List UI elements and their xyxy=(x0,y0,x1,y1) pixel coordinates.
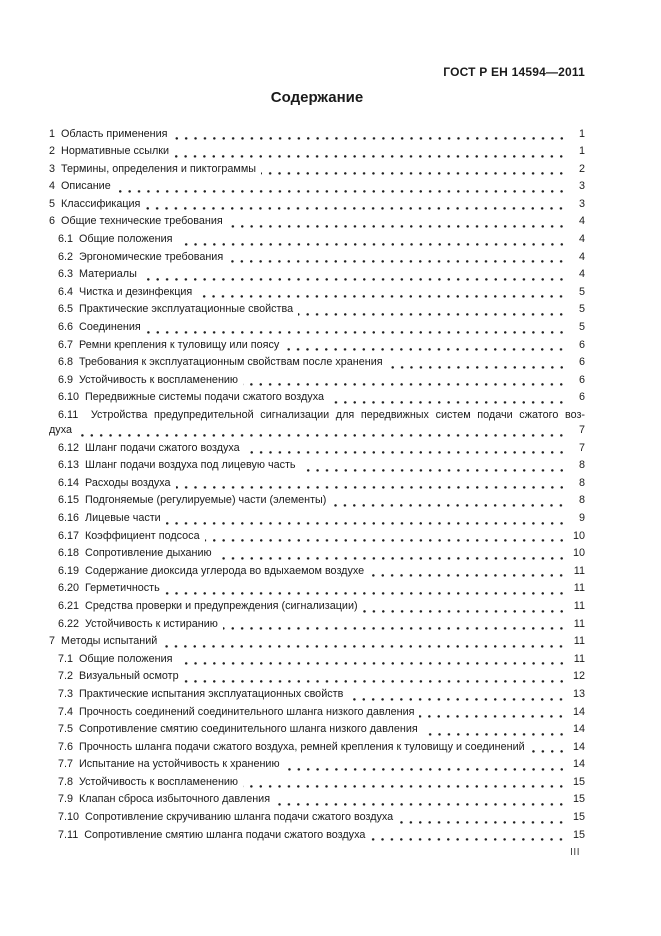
toc-entry-number: 6.2 xyxy=(58,250,74,263)
toc-page-number: 11 xyxy=(573,652,585,665)
toc-entry-label: Требования к эксплуатационным свойствам после хранения xyxy=(79,356,383,369)
toc-entry-row xyxy=(49,457,585,475)
dot-leader xyxy=(165,580,568,598)
toc-page-number: 11 xyxy=(573,582,585,595)
dot-leader xyxy=(348,686,568,704)
dot-leader xyxy=(178,231,568,249)
toc-entry-number: 7.5 xyxy=(58,723,74,736)
page-content xyxy=(49,66,585,844)
toc-page-number: 2 xyxy=(578,162,585,175)
dot-leader xyxy=(228,249,568,267)
toc-page-number: 11 xyxy=(573,564,585,577)
toc-page-number: 15 xyxy=(572,828,585,841)
toc-entry xyxy=(49,739,585,757)
toc-entry-label: Практические испытания эксплуатационных свойств xyxy=(79,687,344,700)
toc-entry xyxy=(49,126,585,144)
toc-entry-number: 3 xyxy=(49,162,56,175)
toc-entry-label: Прочность шланга подачи сжатого воздуха, ремней крепления к туловищу и соединений xyxy=(79,740,525,753)
toc-entry-label: Подгоняемые (регулируемые) части (элементы) xyxy=(85,494,327,507)
page-title: Содержание xyxy=(270,89,364,106)
toc-entry xyxy=(49,510,585,528)
toc-entry-row xyxy=(49,178,585,196)
toc-entry-number: 7.4 xyxy=(58,705,74,718)
toc-entry-row xyxy=(49,126,585,144)
toc-entry-number: 6.10 xyxy=(58,391,80,404)
toc-entry-row xyxy=(49,284,585,302)
toc-entry-row xyxy=(49,668,585,686)
toc-page-number: 15 xyxy=(572,811,585,824)
toc-page-number: 11 xyxy=(573,599,585,612)
toc-entry xyxy=(49,668,585,686)
toc-entry-row xyxy=(49,721,585,739)
toc-entry-row xyxy=(49,791,585,809)
toc-entry-number: 6.15 xyxy=(58,494,80,507)
toc-entry-label: Сопротивление скручиванию шланга подачи сжатого воздуха xyxy=(85,811,394,824)
toc-page-number: 10 xyxy=(572,547,585,560)
toc-entry xyxy=(49,440,585,458)
toc-entry-number: 6.22 xyxy=(58,617,80,630)
toc-entry xyxy=(49,528,585,546)
toc-entry-number: 6.20 xyxy=(58,582,80,595)
dot-leader xyxy=(363,598,568,616)
toc-entry-number: 7.2 xyxy=(58,670,74,683)
toc-entry xyxy=(49,178,585,196)
toc-entry-row xyxy=(49,528,585,546)
toc-entry-label: Визуальный осмотр xyxy=(79,670,179,683)
dot-leader xyxy=(77,422,568,440)
toc-page-number: 3 xyxy=(578,197,585,210)
dot-leader xyxy=(423,721,568,739)
toc-entry xyxy=(49,372,585,390)
toc-entry-row xyxy=(49,651,585,669)
toc-page-number: 6 xyxy=(578,356,585,369)
toc-entry-number: 6.16 xyxy=(58,511,80,524)
toc-entry xyxy=(49,457,585,475)
toc-entry-row xyxy=(49,389,585,407)
dot-leader xyxy=(331,492,568,510)
toc-entry xyxy=(49,721,585,739)
toc-entry xyxy=(49,389,585,407)
dot-leader xyxy=(243,774,568,792)
toc-entry-number: 7.1 xyxy=(58,652,74,665)
toc-entry xyxy=(49,354,585,372)
toc-page-number: 5 xyxy=(578,303,585,316)
toc-entry xyxy=(49,475,585,493)
toc-entry-number: 6.12 xyxy=(58,441,80,454)
toc-entry-number: 6.6 xyxy=(58,321,74,334)
toc-entry-row xyxy=(49,319,585,337)
toc-entry-label: Методы испытаний xyxy=(61,635,158,648)
toc-entry-row xyxy=(49,510,585,528)
table-of-contents xyxy=(49,126,585,845)
toc-entry-number: 6.17 xyxy=(58,529,80,542)
toc-entry xyxy=(49,633,585,651)
toc-entry-number: 6.11 xyxy=(58,409,79,421)
toc-entry-label: Соединения xyxy=(79,321,141,334)
toc-entry-label: Герметичность xyxy=(85,582,160,595)
toc-entry-label: Область применения xyxy=(61,127,168,140)
toc-entry xyxy=(49,791,585,809)
toc-entry-row xyxy=(49,492,585,510)
toc-entry-row xyxy=(49,231,585,249)
toc-entry-label: Шланг подачи воздуха под лицевую часть xyxy=(85,459,296,472)
toc-entry-label-continuation: духа xyxy=(49,424,72,436)
toc-page-number: 14 xyxy=(572,740,585,753)
toc-entry xyxy=(49,580,585,598)
page-number: III xyxy=(570,847,580,858)
toc-page-number: 9 xyxy=(578,511,585,524)
dot-leader xyxy=(166,510,568,528)
toc-page-number: 1 xyxy=(578,145,585,158)
toc-entry-row xyxy=(49,827,585,845)
dot-leader xyxy=(205,528,568,546)
dot-leader xyxy=(243,372,568,390)
toc-entry-label: Расходы воздуха xyxy=(85,476,171,489)
toc-entry-label: Нормативные ссылки xyxy=(61,145,170,158)
dot-leader xyxy=(174,143,568,161)
toc-page-number: 11 xyxy=(573,635,585,648)
toc-entry-number: 7.10 xyxy=(58,811,80,824)
toc-entry-row xyxy=(49,598,585,616)
toc-entry-label: Лицевые части xyxy=(85,511,161,524)
toc-entry xyxy=(49,774,585,792)
toc-entry-row xyxy=(49,266,585,284)
dot-leader xyxy=(184,668,568,686)
toc-entry-label: Описание xyxy=(61,180,111,193)
toc-page-number: 13 xyxy=(572,687,585,700)
toc-entry xyxy=(49,809,585,827)
toc-entry-row xyxy=(49,704,585,722)
toc-page-number: 3 xyxy=(578,180,585,193)
toc-entry-row xyxy=(49,301,585,319)
toc-page-number: 4 xyxy=(578,233,585,246)
toc-entry-label: Устройства предупредительной сигнализации для передвижных систем подачи сжатого воз- xyxy=(90,409,585,421)
toc-entry xyxy=(49,616,585,634)
dot-leader xyxy=(245,440,568,458)
toc-entry xyxy=(49,284,585,302)
toc-entry xyxy=(49,492,585,510)
toc-entry xyxy=(49,598,585,616)
toc-entry-label: Испытание на устойчивость к хранению xyxy=(79,758,280,771)
toc-entry-label: Клапан сброса избыточного давления xyxy=(79,793,271,806)
toc-page-number: 10 xyxy=(572,529,585,542)
toc-entry-label: Содержание диоксида углерода во вдыхаемом воздухе xyxy=(85,564,365,577)
toc-entry xyxy=(49,563,585,581)
toc-page-number: 7 xyxy=(578,424,585,436)
toc-entry-label: Ремни крепления к туловищу или поясу xyxy=(79,338,280,351)
toc-entry-number: 5 xyxy=(49,197,56,210)
toc-entry-number: 6.8 xyxy=(58,356,74,369)
dot-leader xyxy=(419,704,568,722)
toc-entry-label: Устойчивость к воспламенению xyxy=(79,373,239,386)
toc-entry-label: Чистка и дезинфекция xyxy=(79,285,193,298)
toc-entry-number: 6.9 xyxy=(58,373,74,386)
toc-entry-row xyxy=(49,809,585,827)
dot-leader xyxy=(285,756,568,774)
toc-entry-number: 7.11 xyxy=(58,828,79,841)
toc-entry-number: 6.18 xyxy=(58,547,80,560)
toc-page-number: 5 xyxy=(578,321,585,334)
toc-entry-number: 7.3 xyxy=(58,687,74,700)
toc-entry xyxy=(49,196,585,214)
toc-entry-line2 xyxy=(49,422,585,440)
toc-page-number: 8 xyxy=(578,476,585,489)
toc-page-number: 12 xyxy=(572,670,585,683)
toc-entry-label: Термины, определения и пиктограммы xyxy=(61,162,257,175)
toc-entry-row xyxy=(49,616,585,634)
toc-entry-label: Общие положения xyxy=(79,233,173,246)
toc-entry xyxy=(49,337,585,355)
toc-entry-number: 6.19 xyxy=(58,564,80,577)
toc-entry-label: Классификация xyxy=(61,197,141,210)
dot-leader xyxy=(197,284,568,302)
dot-leader xyxy=(142,266,568,284)
toc-entry-label: Общие технические требования xyxy=(61,215,223,228)
toc-entry-number: 6.3 xyxy=(58,268,74,281)
toc-entry xyxy=(49,545,585,563)
toc-entry-label: Сопротивление дыханию xyxy=(85,547,212,560)
toc-page-number: 14 xyxy=(572,758,585,771)
dot-leader xyxy=(176,475,568,493)
dot-leader xyxy=(329,389,568,407)
toc-entry-row xyxy=(49,161,585,179)
toc-entry xyxy=(49,756,585,774)
toc-entry xyxy=(49,266,585,284)
toc-entry-row xyxy=(49,739,585,757)
toc-entry-label: Средства проверки и предупреждения (сигнализации) xyxy=(85,599,358,612)
toc-entry-number: 7.8 xyxy=(58,775,74,788)
toc-entry-row xyxy=(49,196,585,214)
toc-entry-label: Передвижные системы подачи сжатого воздуха xyxy=(85,391,324,404)
toc-entry-label: Сопротивление смятию соединительного шланга низкого давления xyxy=(79,723,418,736)
dot-leader xyxy=(228,213,568,231)
toc-entry-row xyxy=(49,563,585,581)
toc-entry-number: 7.6 xyxy=(58,740,74,753)
toc-entry-label: Коэффициент подсоса xyxy=(85,529,200,542)
dot-leader xyxy=(284,337,568,355)
toc-entry-row xyxy=(49,633,585,651)
toc-entry-number: 6.21 xyxy=(58,599,80,612)
toc-entry-row xyxy=(49,354,585,372)
dot-leader xyxy=(145,196,568,214)
toc-entry-number: 6.7 xyxy=(58,338,74,351)
toc-entry xyxy=(49,704,585,722)
dot-leader xyxy=(173,126,568,144)
toc-entry xyxy=(49,231,585,249)
toc-entry-row xyxy=(49,686,585,704)
dot-leader xyxy=(275,791,568,809)
toc-entry xyxy=(49,651,585,669)
toc-entry-number: 2 xyxy=(49,145,56,158)
toc-entry-row xyxy=(49,337,585,355)
toc-page-number: 4 xyxy=(578,215,585,228)
toc-entry-row xyxy=(49,475,585,493)
toc-entry-number: 6.13 xyxy=(58,459,80,472)
toc-entry-number: 7 xyxy=(49,635,56,648)
toc-page-number: 14 xyxy=(572,705,585,718)
toc-entry xyxy=(49,249,585,267)
toc-entry xyxy=(49,407,585,440)
toc-entry-label: Общие положения xyxy=(79,652,173,665)
toc-entry xyxy=(49,161,585,179)
toc-entry-row xyxy=(49,774,585,792)
toc-entry xyxy=(49,827,585,845)
toc-page-number: 7 xyxy=(578,441,585,454)
toc-entry-row xyxy=(49,249,585,267)
toc-entry-label: Устойчивость к воспламенению xyxy=(79,775,239,788)
toc-page-number: 6 xyxy=(578,373,585,386)
toc-entry-label: Практические эксплуатационные свойства xyxy=(79,303,294,316)
dot-leader xyxy=(369,563,568,581)
toc-entry-label: Прочность соединений соединительного шланга низкого давления xyxy=(79,705,415,718)
toc-page-number: 15 xyxy=(572,793,585,806)
toc-entry-number: 6 xyxy=(49,215,56,228)
toc-entry-number: 6.4 xyxy=(58,285,74,298)
toc-entry-number: 7.9 xyxy=(58,793,74,806)
toc-entry-label: Шланг подачи сжатого воздуха xyxy=(85,441,240,454)
dot-leader xyxy=(298,301,568,319)
toc-entry-label: Эргономические требования xyxy=(79,250,224,263)
dot-leader xyxy=(398,809,568,827)
dot-leader xyxy=(146,319,568,337)
toc-page-number: 15 xyxy=(572,775,585,788)
toc-entry-row xyxy=(49,580,585,598)
dot-leader xyxy=(530,739,568,757)
toc-entry-number: 7.7 xyxy=(58,758,74,771)
dot-leader xyxy=(388,354,568,372)
toc-entry-row xyxy=(49,372,585,390)
toc-entry-row xyxy=(49,440,585,458)
toc-page-number: 8 xyxy=(578,494,585,507)
toc-page-number: 11 xyxy=(573,617,585,630)
toc-page-number: 4 xyxy=(578,250,585,263)
toc-entry xyxy=(49,143,585,161)
toc-entry-row xyxy=(49,143,585,161)
toc-entry-row xyxy=(49,213,585,231)
dot-leader xyxy=(223,616,568,634)
toc-entry-label: Устойчивость к истиранию xyxy=(85,617,218,630)
toc-entry-row xyxy=(49,545,585,563)
toc-entry-number: 4 xyxy=(49,180,56,193)
toc-page-number: 6 xyxy=(578,391,585,404)
toc-page-number: 8 xyxy=(578,459,585,472)
document-code: ГОСТ Р ЕН 14594—2011 xyxy=(443,65,585,79)
toc-page-number: 14 xyxy=(572,723,585,736)
toc-page-number: 5 xyxy=(578,285,585,298)
dot-leader xyxy=(301,457,568,475)
toc-entry xyxy=(49,686,585,704)
toc-entry-number: 1 xyxy=(49,127,56,140)
toc-page-number: 4 xyxy=(578,268,585,281)
dot-leader xyxy=(178,651,568,669)
toc-entry-number: 6.14 xyxy=(58,476,80,489)
toc-entry xyxy=(49,319,585,337)
dot-leader xyxy=(162,633,568,651)
toc-page-number: 6 xyxy=(578,338,585,351)
dot-leader xyxy=(217,545,568,563)
dot-leader xyxy=(116,178,568,196)
toc-entry-number: 6.1 xyxy=(58,233,74,246)
toc-entry xyxy=(49,213,585,231)
toc-entry xyxy=(49,301,585,319)
toc-entry-label: Сопротивление смятию шланга подачи сжатого воздуха xyxy=(84,828,366,841)
toc-page-number: 1 xyxy=(578,127,585,140)
dot-leader xyxy=(370,827,568,845)
toc-entry-number: 6.5 xyxy=(58,303,74,316)
toc-entry-row xyxy=(49,756,585,774)
toc-entry-label: Материалы xyxy=(79,268,137,281)
dot-leader xyxy=(261,161,568,179)
